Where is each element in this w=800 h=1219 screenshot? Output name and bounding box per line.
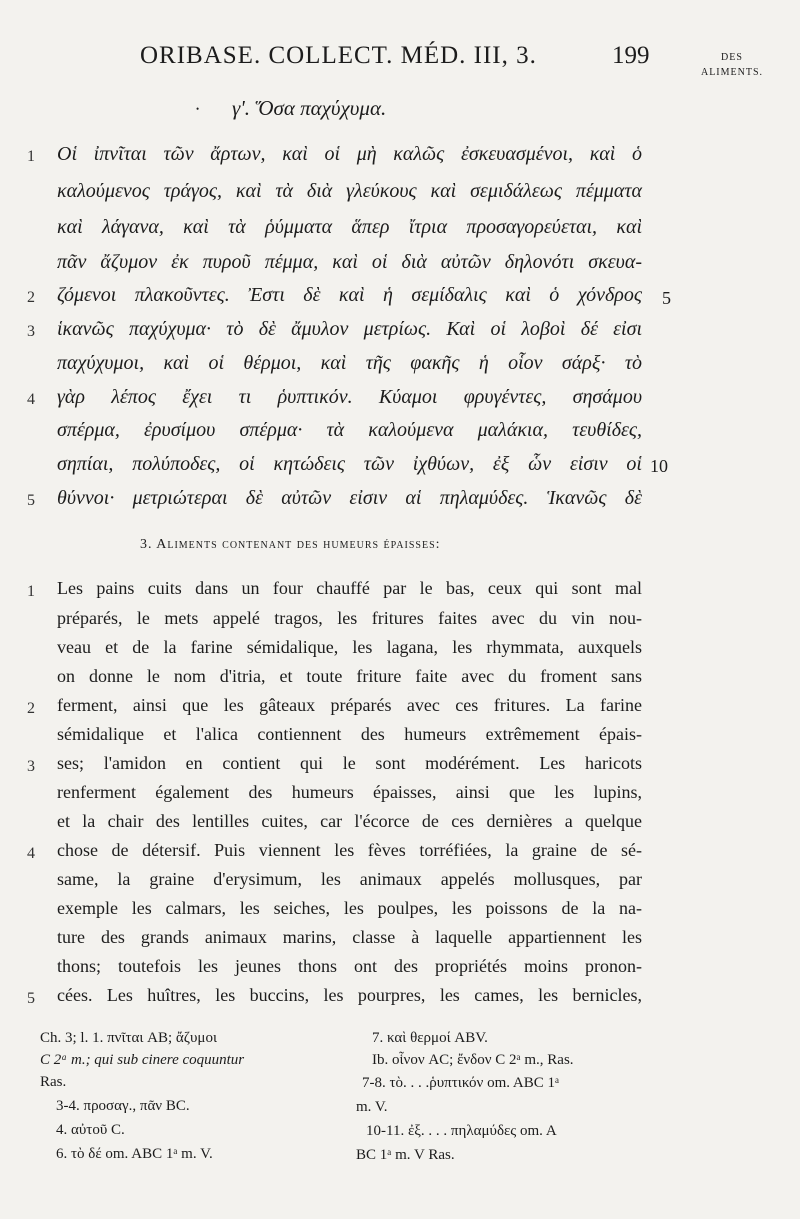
greek-paragraph-number: 1 [27, 148, 35, 165]
greek-line: σπέρμα, ἐρυσίμου σπέρμα· τὰ καλούμενα μαλάκια, τευθίδες, [57, 419, 642, 441]
footnote-line: C 2ᵃ m.; qui sub cinere coquuntur [40, 1052, 245, 1068]
footnote-line: 3-4. προσαγ., πᾶν BC. [56, 1098, 190, 1114]
footnote-line: m. V. [356, 1099, 388, 1115]
greek-paragraph-number: 4 [27, 391, 35, 408]
footnote-line: 7. καὶ θερμοί ABV. [372, 1030, 488, 1046]
french-line: ture des grands animaux marins, classe à laquelle appartiennent les [57, 927, 642, 947]
section-title: 3. Aliments contenant des humeurs épaisses: [140, 537, 441, 552]
french-line: préparés, le mets appelé tragos, les fritures faites avec du vin nou- [57, 608, 642, 628]
greek-line: ἱκανῶς παχύχυμα· τὸ δὲ ἄμυλον μετρίως. Καὶ οἱ λοβοὶ δέ εἰσι [57, 318, 642, 340]
french-paragraph-number: 4 [27, 845, 35, 862]
greek-line: ζόμενοι πλακοῦντες. Ἐστι δὲ καὶ ἡ σεμίδαλις καὶ ὁ χόνδρος [57, 284, 642, 306]
french-paragraph-number: 3 [27, 758, 35, 775]
greek-paragraph-number: 5 [27, 492, 35, 509]
greek-line: πᾶν ἄζυμον ἐκ πυροῦ πέμμα, καὶ οἱ διὰ αὐτῶν δηλονότι σκευα- [57, 251, 642, 273]
french-line: chose de détersif. Puis viennent les fèves torréfiées, la graine de sé- [57, 840, 642, 860]
footnote-line: 4. αὐτοῦ C. [56, 1122, 125, 1138]
greek-line-number: 5 [662, 288, 671, 308]
greek-line: καὶ λάγανα, καὶ τὰ ῥύμματα ἅπερ ἴτρια προσαγορεύεται, καὶ [57, 216, 642, 238]
footnote-line: Ras. [40, 1074, 67, 1090]
french-line: ses; l'amidon en contient qui le sont modérément. Les haricots [57, 753, 642, 773]
page-number: 199 [612, 42, 650, 69]
french-line: Les pains cuits dans un four chauffé par le bas, ceux qui sont mal [57, 578, 642, 598]
footnote-line: Ch. 3; l. 1. πνῖται AB; ἄζυμοι [40, 1030, 217, 1046]
french-line: veau et de la farine sémidalique, les lagana, les rhymmata, auxquels [57, 637, 642, 657]
footnote-line: BC 1ᵃ m. V Ras. [356, 1147, 455, 1163]
french-line: thons; toutefois les jeunes thons ont des propriétés moins pronon- [57, 956, 642, 976]
french-paragraph-number: 5 [27, 990, 35, 1007]
margin-note [692, 50, 772, 80]
french-line: et la chair des lentilles cuites, car l'écorce de ces dernières a quelque [57, 811, 642, 831]
footnote-line: 10-11. ἐξ. . . . πηλαμύδες om. A [366, 1123, 557, 1139]
footnote-line: 6. τὸ δέ om. ABC 1ᵃ m. V. [56, 1146, 213, 1162]
greek-chapter-title: γ'. Ὅσα παχύχυμα. [232, 96, 387, 120]
greek-line: παχύχυμοι, καὶ οἱ θέρμοι, καὶ τῆς φακῆς ἡ οἷον σάρξ· τὸ [57, 352, 642, 374]
french-line: sémidalique et l'alica contiennent des humeurs extrêmement épais- [57, 724, 642, 744]
french-line: renferment également des humeurs épaisses, ainsi que les lupins, [57, 782, 642, 802]
french-paragraph-number: 2 [27, 700, 35, 717]
greek-paragraph-number: 3 [27, 323, 35, 340]
greek-line: καλούμενος τράγος, καὶ τὰ διὰ γλεύκους καὶ σεμιδάλεως πέμματα [57, 180, 642, 202]
greek-line: Οἱ ἰπνῖται τῶν ἄρτων, καὶ οἱ μὴ καλῶς ἐσκευασμένοι, καὶ ὁ [57, 143, 642, 165]
french-line: same, la graine d'erysimum, les animaux appelés mollusques, par [57, 869, 642, 889]
french-line: ferment, ainsi que les gâteaux préparés avec ces fritures. La farine [57, 695, 642, 715]
footnote-line: 7-8. τὸ. . . .ῥυπτικόν om. ABC 1ᵃ [362, 1075, 560, 1091]
margin-note-line-2: ALIMENTS. [700, 67, 764, 78]
greek-line: γὰρ λέπος ἔχει τι ῥυπτικόν. Κύαμοι φρυγέντες, σησάμου [57, 386, 642, 408]
margin-note-line-1: DES [721, 52, 743, 63]
greek-line: σηπίαι, πολύποδες, οἱ κητώδεις τῶν ἰχθύων, ἐξ ὧν εἰσιν οἱ [57, 453, 642, 475]
greek-line: θύννοι· μετριώτεραι δὲ αὐτῶν εἰσιν αἱ πηλαμύδες. Ἱκανῶς δὲ [57, 487, 642, 509]
greek-paragraph-number: 2 [27, 289, 35, 306]
running-title: ORIBASE. COLLECT. MÉD. III, 3. [140, 42, 537, 69]
french-line: cées. Les huîtres, les buccins, les pourpres, les cames, les bernicles, [57, 985, 642, 1005]
footnote-line: Ib. οἷνον AC; ἔνδον C 2ᵃ m., Ras. [372, 1052, 574, 1068]
greek-line-number: 10 [650, 456, 668, 476]
french-line: on donne le nom d'itria, et toute friture faite avec du froment sans [57, 666, 642, 686]
bullet-mark: • [196, 104, 200, 114]
french-paragraph-number: 1 [27, 583, 35, 600]
french-line: exemple les calmars, les seiches, les poulpes, les poissons de la na- [57, 898, 642, 918]
